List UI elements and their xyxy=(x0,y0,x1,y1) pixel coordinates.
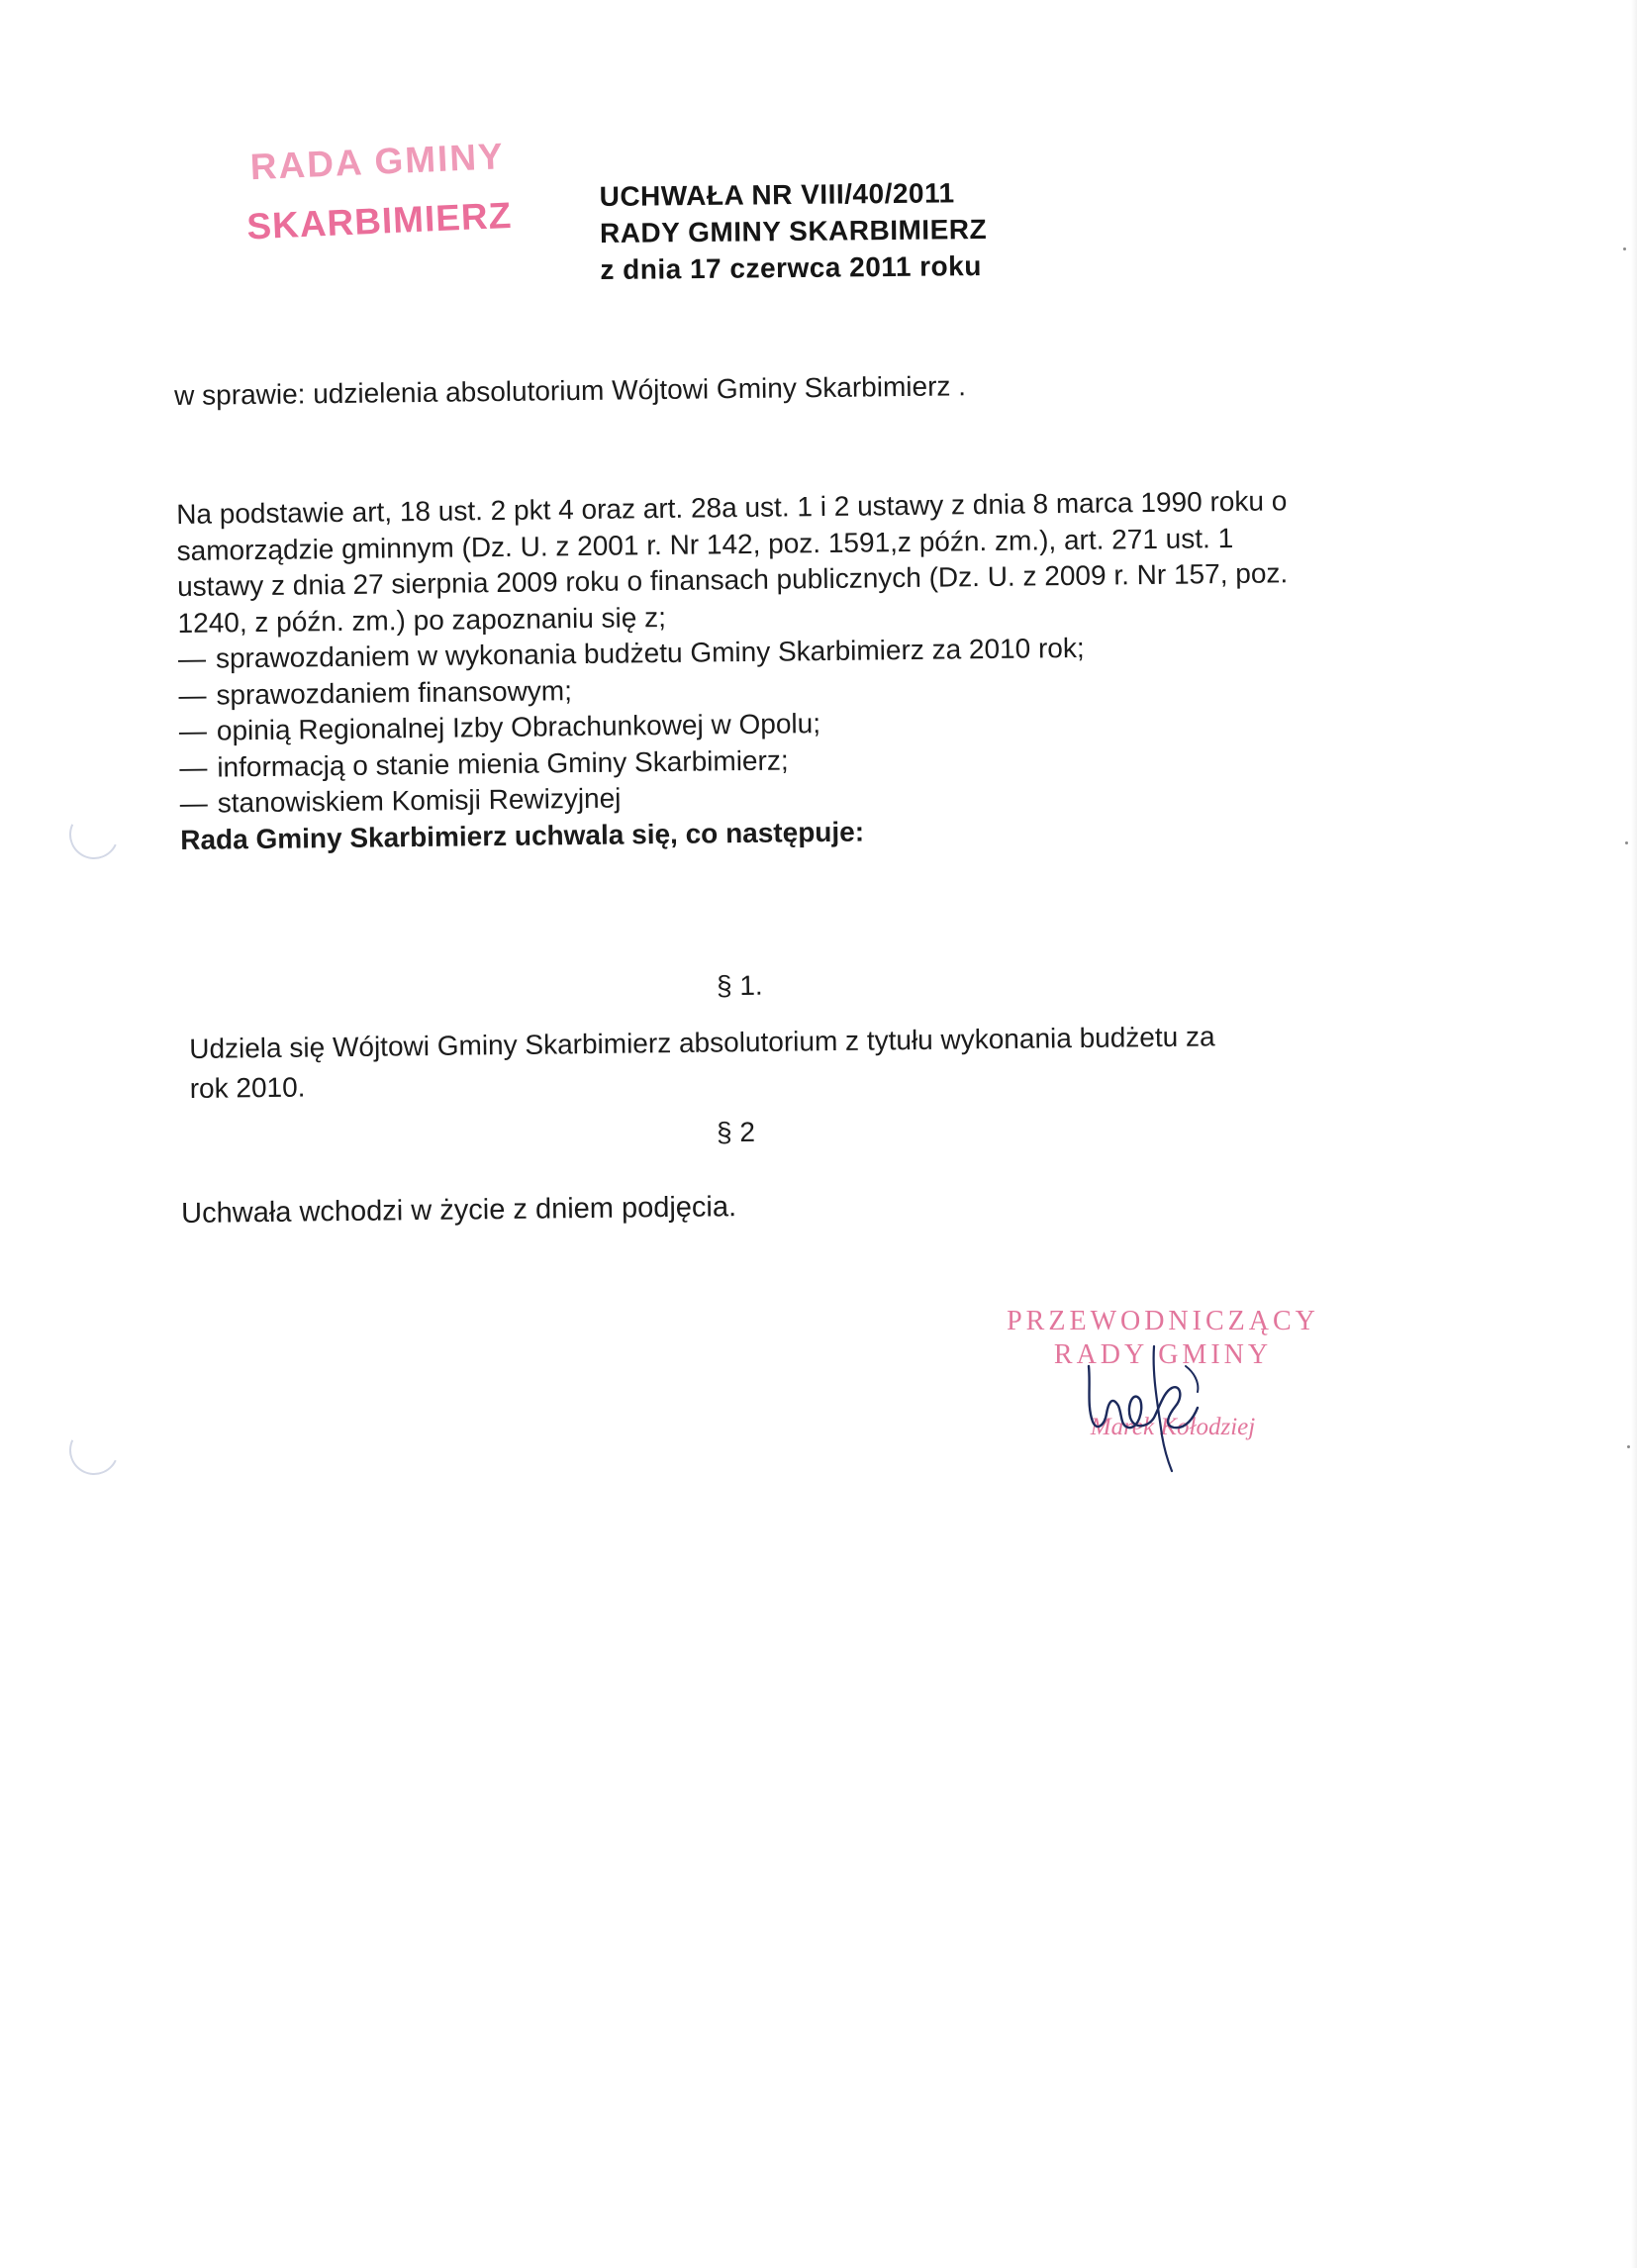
signature-icon xyxy=(1069,1327,1237,1475)
punch-hole xyxy=(62,1419,126,1482)
section-1-line: Udziela się Wójtowi Gminy Skarbimierz absolutorium z tytułu wykonania budżetu za xyxy=(189,1021,1215,1064)
scan-speck xyxy=(1627,1445,1630,1448)
dash-marker: — xyxy=(179,751,208,783)
chairman-stamp-title: PRZEWODNICZĄCY xyxy=(1007,1306,1319,1336)
list-item-text: sprawozdaniem w wykonania budżetu Gminy Skarbimierz za 2010 rok; xyxy=(215,632,1085,674)
resolution-subject: w sprawie: udzielenia absolutorium Wójtowi Gminy Skarbimierz . xyxy=(174,370,967,411)
chairman-name: Marek Kołodziej xyxy=(1090,1414,1256,1440)
legal-basis-line: ustawy z dnia 27 sierpnia 2009 roku o finansach publicznych (Dz. U. z 2009 r. Nr 157, poz. xyxy=(176,557,1289,602)
section-1-mark: § 1. xyxy=(716,969,763,1002)
dash-marker: — xyxy=(177,642,207,674)
scan-speck xyxy=(1625,841,1628,844)
council-stamp-line1: RADA GMINY xyxy=(248,136,506,188)
resolution-issuer: RADY GMINY SKARBIMIERZ xyxy=(599,213,988,249)
section-2-text: Uchwała wchodzi w życie z dniem podjęcia. xyxy=(181,1191,737,1230)
resolution-clause: Rada Gminy Skarbimierz uchwala się, co następuje: xyxy=(180,816,865,855)
dash-marker: — xyxy=(178,715,208,746)
section-2-mark: § 2 xyxy=(716,1116,756,1148)
list-item-text: stanowiskiem Komisji Rewizyjnej xyxy=(217,782,622,819)
legal-basis-line: 1240, z późn. zm.) po zapoznaniu się z; xyxy=(177,601,667,639)
legal-basis-line: Na podstawie art, 18 ust. 2 pkt 4 oraz art. 28a ust. 1 i 2 ustawy z dnia 8 marca 1990 roku o xyxy=(176,485,1288,530)
dash-marker: — xyxy=(179,787,208,819)
section-1-line: rok 2010. xyxy=(189,1071,306,1104)
section-1-text xyxy=(189,1015,1378,1109)
list-item-text: sprawozdaniem finansowym; xyxy=(216,674,573,711)
council-stamp xyxy=(243,135,544,248)
chairman-stamp-body: RADY GMINY xyxy=(1053,1339,1273,1370)
list-item-text: informacją o stanie mienia Gminy Skarbimierz; xyxy=(217,743,789,783)
resolution-date: z dnia 17 czerwca 2011 roku xyxy=(600,250,983,286)
dash-marker: — xyxy=(178,679,207,711)
list-item-text: opinią Regionalnej Izby Obrachunkowej w Opolu; xyxy=(216,708,821,746)
resolution-header xyxy=(599,174,987,288)
legal-basis-line: samorządzie gminnym (Dz. U. z 2001 r. Nr 142, poz. 1591,z późn. zm.), art. 271 ust. 1 xyxy=(176,522,1234,566)
resolution-number: UCHWAŁA NR VIII/40/2011 xyxy=(599,177,955,213)
council-stamp-line2: SKARBIMIERZ xyxy=(245,194,514,247)
legal-basis xyxy=(176,482,1417,858)
scan-speck xyxy=(1623,247,1626,250)
page-edge xyxy=(1631,0,1637,2268)
punch-hole xyxy=(62,803,126,866)
reviewed-documents-list xyxy=(178,627,1417,823)
